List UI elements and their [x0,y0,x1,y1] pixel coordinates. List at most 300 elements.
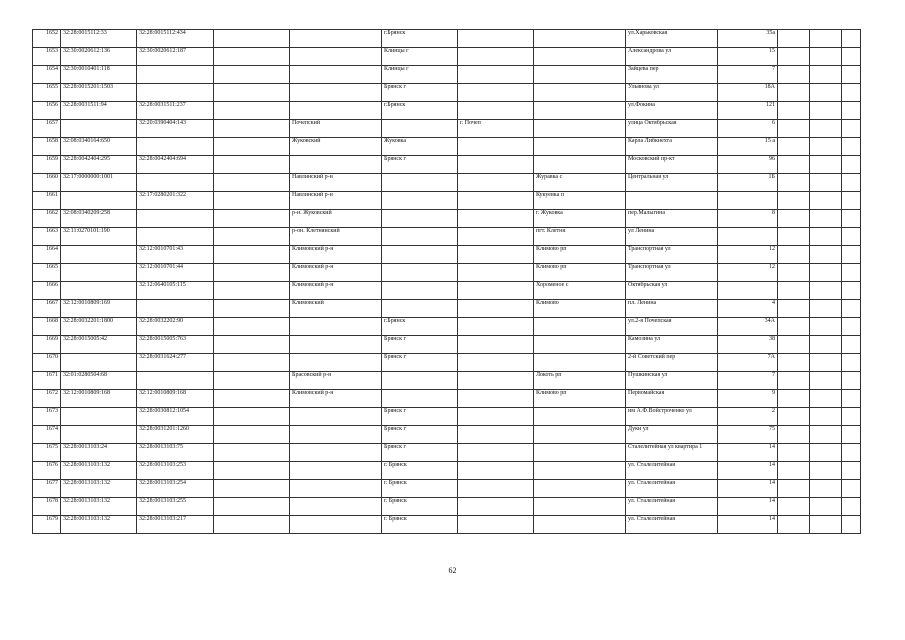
table-row [33,462,861,480]
row-number-cell: 1660 [33,174,61,192]
cadastral-number-land-cell: 32:28:0013103:132 [61,480,137,498]
district-cell [290,318,382,336]
cadastral-number-land-cell: 32:28:0015201:1503 [61,84,137,102]
city-cell [382,282,458,300]
district-cell [290,426,382,444]
house-number-cell [718,228,778,246]
cadastral-number-building-cell: 32:28:0013103:255 [137,498,214,516]
street-cell: Октябрьская ул [626,282,718,300]
district-cell: Климовский р-н [290,282,382,300]
extra-col-b-cell [810,444,842,462]
town-cell [458,480,534,498]
empty-col-cell [214,480,290,498]
row-number-cell: 1656 [33,102,61,120]
extra-col-a-cell [778,30,810,48]
extra-col-c-cell [842,192,861,210]
city-cell [382,372,458,390]
empty-col-cell [214,390,290,408]
settlement-cell [534,426,626,444]
empty-col-cell [214,300,290,318]
house-number-cell: 35а [718,30,778,48]
cadastral-number-land-cell: 32:28:0015005:42 [61,336,137,354]
street-cell: улица Октябрьская [626,120,718,138]
city-cell: г.Брянск [382,318,458,336]
extra-col-a-cell [778,300,810,318]
row-number-cell: 1673 [33,408,61,426]
cadastral-number-land-cell: 32:08:0340164:650 [61,138,137,156]
extra-col-b-cell [810,66,842,84]
district-cell [290,48,382,66]
extra-col-b-cell [810,138,842,156]
extra-col-a-cell [778,462,810,480]
house-number-cell: 34А [718,318,778,336]
city-cell [382,174,458,192]
house-number-cell: 2 [718,408,778,426]
cadastral-number-land-cell: 32:30:0020612:136 [61,48,137,66]
settlement-cell [534,462,626,480]
house-number-cell: 7А [718,354,778,372]
extra-col-c-cell [842,84,861,102]
house-number-cell: 8 [718,210,778,228]
empty-col-cell [214,516,290,534]
city-cell: г. Брянск [382,480,458,498]
extra-col-c-cell [842,156,861,174]
district-cell [290,444,382,462]
cadastral-number-land-cell: 32:28:0015112:33 [61,30,137,48]
extra-col-b-cell [810,156,842,174]
street-cell: Сталелитейная ул квартира 1 [626,444,718,462]
house-number-cell: 14 [718,462,778,480]
empty-col-cell [214,174,290,192]
settlement-cell: пгт. Клетня [534,228,626,246]
extra-col-c-cell [842,498,861,516]
empty-col-cell [214,462,290,480]
street-cell: Дуки ул [626,426,718,444]
settlement-cell [534,354,626,372]
property-table [32,29,861,534]
empty-col-cell [214,156,290,174]
street-cell: ул.Харьковская [626,30,718,48]
extra-col-c-cell [842,282,861,300]
cadastral-number-building-cell: 32:12:0010701:44 [137,264,214,282]
town-cell [458,66,534,84]
cadastral-number-building-cell: 32:20:0390404:143 [137,120,214,138]
district-cell: Климовский р-н [290,246,382,264]
settlement-cell [534,498,626,516]
row-number-cell: 1675 [33,444,61,462]
town-cell [458,192,534,210]
extra-col-b-cell [810,120,842,138]
cadastral-number-land-cell: 32:11:0270101:190 [61,228,137,246]
street-cell: ул. Сталелитейная [626,480,718,498]
cadastral-number-building-cell: 32:28:0013103:254 [137,480,214,498]
row-number-cell: 1670 [33,354,61,372]
town-cell [458,462,534,480]
row-number-cell: 1679 [33,516,61,534]
settlement-cell: Климово рп [534,246,626,264]
extra-col-c-cell [842,174,861,192]
cadastral-number-land-cell [61,120,137,138]
table-row [33,498,861,516]
extra-col-c-cell [842,228,861,246]
row-number-cell: 1666 [33,282,61,300]
cadastral-number-land-cell [61,354,137,372]
extra-col-a-cell [778,120,810,138]
district-cell [290,462,382,480]
city-cell [382,120,458,138]
cadastral-number-building-cell: 32:28:0032202:90 [137,318,214,336]
cadastral-number-land-cell [61,192,137,210]
empty-col-cell [214,336,290,354]
city-cell: г. Брянск [382,498,458,516]
city-cell: г.Брянск [382,102,458,120]
district-cell: Почепский [290,120,382,138]
cadastral-number-land-cell [61,264,137,282]
page-number: 62 [448,566,457,575]
extra-col-b-cell [810,408,842,426]
row-number-cell: 1663 [33,228,61,246]
cadastral-number-building-cell: 32:28:0031511:237 [137,102,214,120]
settlement-cell [534,336,626,354]
district-cell: Климовский [290,300,382,318]
town-cell [458,210,534,228]
street-cell: им А.Ф.Войстроченко ул [626,408,718,426]
extra-col-b-cell [810,426,842,444]
extra-col-c-cell [842,354,861,372]
street-cell: Ульянова ул [626,84,718,102]
cadastral-number-building-cell: 32:12:0640105:115 [137,282,214,300]
empty-col-cell [214,408,290,426]
extra-col-c-cell [842,408,861,426]
extra-col-c-cell [842,426,861,444]
cadastral-number-land-cell: 32:28:0013103:132 [61,462,137,480]
cadastral-number-building-cell [137,66,214,84]
row-number-cell: 1664 [33,246,61,264]
extra-col-c-cell [842,462,861,480]
city-cell [382,228,458,246]
city-cell: г. Брянск [382,462,458,480]
empty-col-cell [214,498,290,516]
district-cell: Климовский р-н [290,390,382,408]
district-cell [290,498,382,516]
district-cell [290,156,382,174]
district-cell [290,480,382,498]
extra-col-a-cell [778,318,810,336]
city-cell: Брянск г [382,408,458,426]
district-cell: р-он. Клетнянский [290,228,382,246]
table-row [33,516,861,534]
house-number-cell [718,192,778,210]
table-row [33,300,861,318]
table-row [33,138,861,156]
city-cell: Брянск г [382,84,458,102]
extra-col-b-cell [810,372,842,390]
district-cell: Жуковский [290,138,382,156]
cadastral-number-building-cell: 32:12:0010809:168 [137,390,214,408]
table-row [33,318,861,336]
house-number-cell: 7 [718,66,778,84]
cadastral-number-building-cell: 32:30:0020612:187 [137,48,214,66]
city-cell: Брянск г [382,444,458,462]
cadastral-number-building-cell: 32:28:0030812:1054 [137,408,214,426]
cadastral-number-building-cell: 32:17:0280201:322 [137,192,214,210]
table-row [33,336,861,354]
city-cell: Брянск г [382,336,458,354]
city-cell: Клинцы г [382,66,458,84]
row-number-cell: 1659 [33,156,61,174]
settlement-cell: Кукуевка п [534,192,626,210]
house-number-cell [718,282,778,300]
extra-col-c-cell [842,318,861,336]
settlement-cell [534,318,626,336]
extra-col-b-cell [810,390,842,408]
street-cell: пл. Ленина [626,300,718,318]
table-row [33,228,861,246]
house-number-cell: 4 [718,300,778,318]
cadastral-number-land-cell [61,408,137,426]
district-cell [290,354,382,372]
row-number-cell: 1677 [33,480,61,498]
row-number-cell: 1658 [33,138,61,156]
settlement-cell [534,480,626,498]
table-row [33,48,861,66]
extra-col-c-cell [842,210,861,228]
extra-col-a-cell [778,498,810,516]
cadastral-number-land-cell: 32:30:0010401:118 [61,66,137,84]
settlement-cell [534,138,626,156]
empty-col-cell [214,210,290,228]
table-row [33,192,861,210]
table-row [33,210,861,228]
cadastral-number-land-cell: 32:28:0031511:94 [61,102,137,120]
settlement-cell: Журавка с [534,174,626,192]
row-number-cell: 1661 [33,192,61,210]
cadastral-number-land-cell: 32:12:0010809:169 [61,300,137,318]
extra-col-a-cell [778,444,810,462]
row-number-cell: 1674 [33,426,61,444]
street-cell: Транспортная ул [626,264,718,282]
cadastral-number-land-cell: 32:28:0013103:132 [61,516,137,534]
cadastral-number-building-cell [137,372,214,390]
extra-col-b-cell [810,228,842,246]
extra-col-c-cell [842,102,861,120]
extra-col-b-cell [810,48,842,66]
extra-col-b-cell [810,516,842,534]
town-cell [458,246,534,264]
cadastral-number-building-cell: 32:28:0013103:253 [137,462,214,480]
empty-col-cell [214,48,290,66]
extra-col-b-cell [810,318,842,336]
house-number-cell: 75 [718,426,778,444]
cadastral-number-building-cell [137,138,214,156]
empty-col-cell [214,354,290,372]
extra-col-c-cell [842,66,861,84]
row-number-cell: 1665 [33,264,61,282]
city-cell: Клинцы г [382,48,458,66]
town-cell [458,318,534,336]
town-cell [458,84,534,102]
cadastral-number-building-cell: 32:28:0013103:217 [137,516,214,534]
extra-col-b-cell [810,336,842,354]
empty-col-cell [214,84,290,102]
town-cell [458,174,534,192]
row-number-cell: 1668 [33,318,61,336]
settlement-cell [534,30,626,48]
extra-col-a-cell [778,354,810,372]
house-number-cell: 6 [718,120,778,138]
extra-col-a-cell [778,246,810,264]
cadastral-number-land-cell: 32:28:0032201:1800 [61,318,137,336]
city-cell [382,192,458,210]
house-number-cell: 18А [718,84,778,102]
town-cell [458,282,534,300]
extra-col-b-cell [810,462,842,480]
district-cell [290,336,382,354]
street-cell: Пушкинская ул [626,372,718,390]
district-cell: Навлинский р-н [290,192,382,210]
street-cell: Центральная ул [626,174,718,192]
town-cell: г. Почеп [458,120,534,138]
extra-col-c-cell [842,264,861,282]
house-number-cell: 1Б [718,174,778,192]
street-cell: пер.Малыгина [626,210,718,228]
settlement-cell [534,84,626,102]
street-cell: ул.Фокина [626,102,718,120]
extra-col-c-cell [842,48,861,66]
extra-col-c-cell [842,300,861,318]
cadastral-number-land-cell: 32:12:0010809:168 [61,390,137,408]
street-cell: Александрова ул [626,48,718,66]
extra-col-a-cell [778,282,810,300]
city-cell [382,210,458,228]
town-cell [458,336,534,354]
empty-col-cell [214,444,290,462]
extra-col-a-cell [778,480,810,498]
cadastral-number-building-cell: 32:12:0010701:43 [137,246,214,264]
cadastral-number-land-cell [61,246,137,264]
extra-col-a-cell [778,156,810,174]
district-cell [290,102,382,120]
empty-col-cell [214,246,290,264]
table-row [33,408,861,426]
town-cell [458,30,534,48]
town-cell [458,516,534,534]
row-number-cell: 1652 [33,30,61,48]
cadastral-number-land-cell: 32:28:0013103:132 [61,498,137,516]
row-number-cell: 1662 [33,210,61,228]
empty-col-cell [214,66,290,84]
extra-col-a-cell [778,138,810,156]
house-number-cell: 7 [718,372,778,390]
row-number-cell: 1676 [33,462,61,480]
town-cell [458,264,534,282]
settlement-cell: Локоть рп [534,372,626,390]
row-number-cell: 1654 [33,66,61,84]
town-cell [458,48,534,66]
city-cell: Брянск г [382,426,458,444]
table-row [33,354,861,372]
cadastral-number-building-cell [137,210,214,228]
empty-col-cell [214,102,290,120]
settlement-cell [534,102,626,120]
settlement-cell: Хороменое с [534,282,626,300]
row-number-cell: 1657 [33,120,61,138]
street-cell: ул. Сталелитейная [626,498,718,516]
extra-col-c-cell [842,444,861,462]
table-row [33,30,861,48]
district-cell [290,408,382,426]
house-number-cell: 12 [718,246,778,264]
town-cell [458,372,534,390]
extra-col-a-cell [778,516,810,534]
extra-col-c-cell [842,480,861,498]
street-cell: Первомайская [626,390,718,408]
cadastral-number-land-cell [61,282,137,300]
city-cell [382,300,458,318]
extra-col-a-cell [778,372,810,390]
row-number-cell: 1671 [33,372,61,390]
settlement-cell [534,156,626,174]
extra-col-c-cell [842,336,861,354]
district-cell [290,66,382,84]
table-row [33,120,861,138]
city-cell [382,390,458,408]
street-cell: ул.2-я Почепская [626,318,718,336]
table-row [33,390,861,408]
house-number-cell: 9 [718,390,778,408]
extra-col-c-cell [842,372,861,390]
extra-col-b-cell [810,498,842,516]
cadastral-number-building-cell [137,228,214,246]
house-number-cell: 12 [718,264,778,282]
extra-col-b-cell [810,84,842,102]
house-number-cell: 14 [718,444,778,462]
city-cell: г. Брянск [382,516,458,534]
city-cell: Жуковка [382,138,458,156]
extra-col-b-cell [810,300,842,318]
extra-col-c-cell [842,120,861,138]
table-row [33,282,861,300]
extra-col-a-cell [778,66,810,84]
cadastral-number-building-cell: 32:28:0015112:434 [137,30,214,48]
row-number-cell: 1669 [33,336,61,354]
empty-col-cell [214,120,290,138]
street-cell: ул Ленина [626,228,718,246]
cadastral-number-land-cell: 32:28:0042404:295 [61,156,137,174]
house-number-cell: 38 [718,336,778,354]
extra-col-a-cell [778,228,810,246]
row-number-cell: 1653 [33,48,61,66]
table-row [33,84,861,102]
extra-col-c-cell [842,390,861,408]
empty-col-cell [214,426,290,444]
settlement-cell [534,408,626,426]
table-body [33,30,861,534]
extra-col-a-cell [778,426,810,444]
empty-col-cell [214,264,290,282]
empty-col-cell [214,282,290,300]
empty-col-cell [214,228,290,246]
city-cell: Брянск г [382,156,458,174]
empty-col-cell [214,318,290,336]
extra-col-a-cell [778,174,810,192]
table-row [33,156,861,174]
extra-col-a-cell [778,264,810,282]
extra-col-c-cell [842,516,861,534]
district-cell: р-н. Жуковский [290,210,382,228]
settlement-cell [534,66,626,84]
street-cell [626,192,718,210]
